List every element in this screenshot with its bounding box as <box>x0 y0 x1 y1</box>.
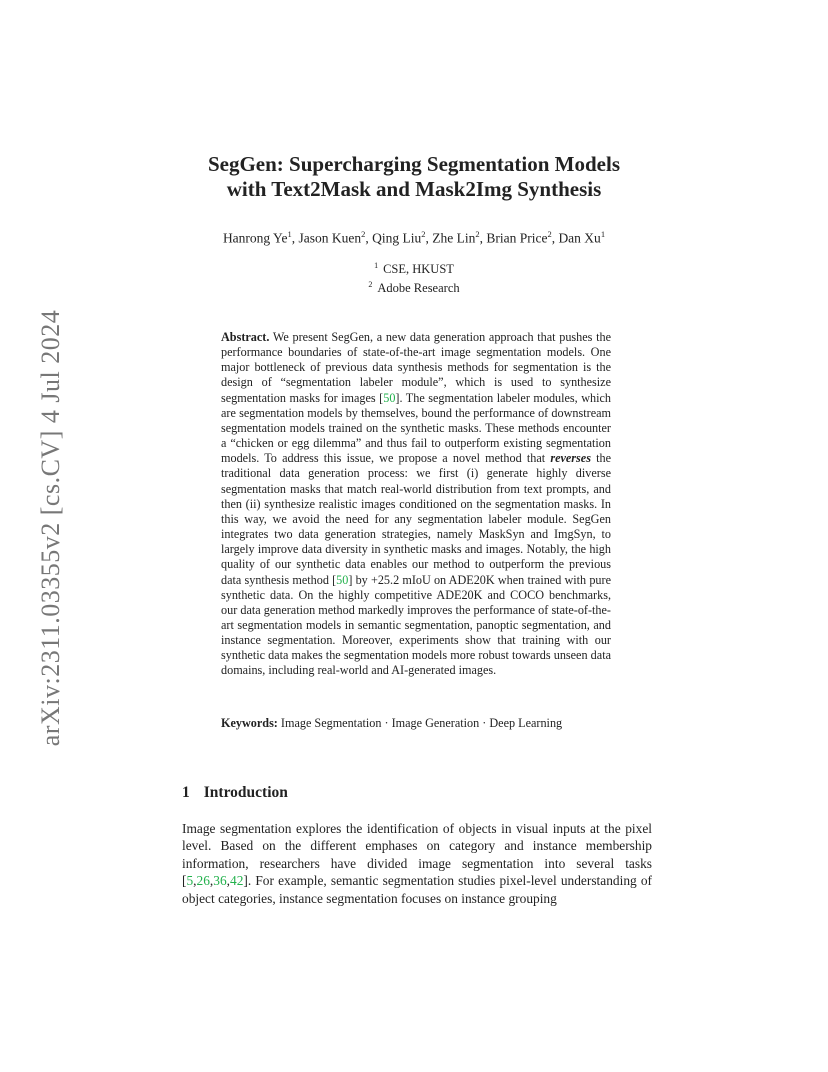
keywords-text: Image Segmentation · Image Generation · Deep Learning <box>280 716 563 730</box>
author-affiliation-mark: 1 <box>287 229 292 239</box>
introduction-paragraph: Image segmentation explores the identification of objects in visual inputs at the pixel level. Based on the different emphases on category and instance membership information, researchers have divided image segmentation into several tasks [5,26,36,42]. For example, semantic segmentation studies pixel-level understanding of object categories, instance segmentation focuses on instance grouping <box>182 821 652 906</box>
arxiv-identifier[interactable]: arXiv:2311.03355v2 [cs.CV] 4 Jul 2024 <box>36 309 65 747</box>
abstract <box>221 330 611 679</box>
affiliation-number: 1 <box>374 261 379 270</box>
abstract-text: ]. The segmentation labeler modules, which are segmentation models by themselves, bound the performance of downstream segmentation models trained on the synthetic masks. These methods encounter a “chicken or egg dilemma” and thus fail to outperform existing segmentation models. To address this issue, we propose a novel method that <box>221 390 611 466</box>
author-affiliation-mark: 2 <box>361 229 366 239</box>
title-line-2: with Text2Mask and Mask2Img Synthesis <box>226 177 602 201</box>
author-name: Qing Liu <box>372 230 422 246</box>
citation-link[interactable]: 5 <box>186 873 194 889</box>
citation-link[interactable]: 26 <box>196 873 210 889</box>
author-name: Dan Xu <box>558 230 601 246</box>
affiliation-item <box>120 258 708 277</box>
affiliation-name: Adobe Research <box>377 281 460 296</box>
author-name: Brian Price <box>486 230 548 246</box>
author-affiliation-mark: 2 <box>475 229 480 239</box>
author-name: Jason Kuen <box>298 230 362 246</box>
abstract-label: Abstract. <box>221 330 270 344</box>
author-list: Hanrong Ye$^1$, Jason Kuen$^2$, Qing Liu$^2$, Zhe Lin$^2$, Brian Price$^2$, Dan Xu$^1$ <box>222 229 606 246</box>
author-name: Zhe Lin <box>432 230 476 246</box>
author-affiliation-mark: 2 <box>421 229 426 239</box>
paper-title <box>120 152 708 202</box>
citation-link[interactable]: 50 <box>336 572 349 587</box>
section-title-text: Introduction <box>203 784 288 801</box>
author-affiliation-mark: 2 <box>547 229 552 239</box>
affiliation-name: CSE, HKUST <box>383 262 454 277</box>
citation-link[interactable]: 50 <box>383 390 396 405</box>
affiliation-number: 2 <box>368 280 373 290</box>
citation-link[interactable]: 36 <box>213 873 227 889</box>
keywords <box>221 716 621 731</box>
affiliation-item <box>120 277 708 296</box>
citation-link[interactable]: 42 <box>230 873 244 889</box>
affiliation-list <box>120 258 708 296</box>
author-affiliation-mark: 1 <box>600 229 606 239</box>
abstract-text: the traditional data generation process: we first (i) generate highly diverse segmentation masks that match real-world distribution from text prompts, and then (ii) synthesize realistic images conditioned on the segmentation masks. In this way, we avoid the need for any segmentation labeler module. SegGen integrates two data generation strategies, namely MaskSyn and ImgSyn, to largely improve data diversity in synthetic masks and images. Notably, the high quality of our synthetic data enables our method to outperform the previous data synthesis method [ <box>221 451 611 587</box>
keywords-label: Keywords: <box>221 716 278 730</box>
intro-text: ]. For example, semantic segmentation studies pixel-level understanding of object categories, instance segmentation focuses on instance grouping <box>182 873 652 906</box>
section-number: 1 <box>182 784 190 801</box>
section-heading <box>182 784 652 802</box>
abstract-text: We present SegGen, a new data generation approach that pushes the performance boundaries of state-of-the-art image segmentation models. One major bottleneck of previous data synthesis methods for segmentation is the design of “segmentation labeler module”, which is used to synthesize segmentation masks for images [ <box>221 330 612 405</box>
author-name: Hanrong Ye <box>222 230 288 246</box>
intro-text: Image segmentation explores the identification of objects in visual inputs at the pixel level. Based on the different emphases on category and instance membership information, researchers have divided image segmentation into several tasks [ <box>182 821 652 889</box>
abstract-emphasis: reverses <box>550 451 591 466</box>
title-line-1: SegGen: Supercharging Segmentation Models <box>207 152 621 176</box>
abstract-text: ] by +25.2 mIoU on ADE20K when trained with pure synthetic data. On the highly competitive ADE20K and COCO benchmarks, our data generation method markedly improves the performance of state-of-the-art segmentation models in semantic segmentation, panoptic segmentation, and instance segmentation. Moreover, experiments show that training with our synthetic data makes the segmentation models more robust towards unseen data domains, including real-world and AI-generated images. <box>221 572 611 678</box>
